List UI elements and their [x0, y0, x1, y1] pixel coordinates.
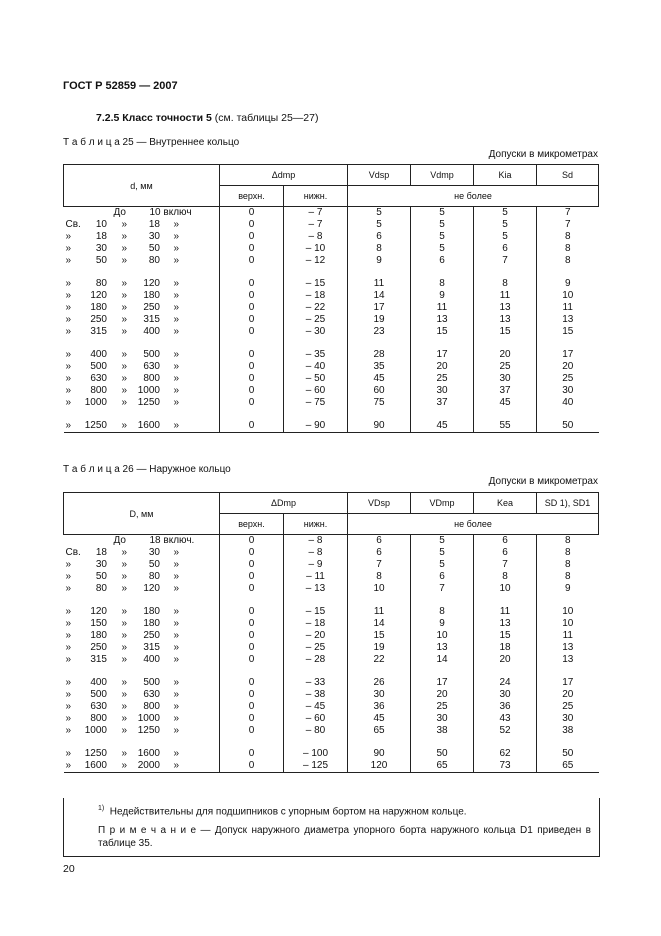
document-header: ГОСТ Р 52859 — 2007: [63, 80, 178, 92]
table-row: » 500 » 630 » 0 – 40 35 20 25 20: [64, 361, 599, 373]
table25-caption: Т а б л и ц а 25 — Внутреннее кольцо: [63, 137, 240, 148]
table-row: » 150 » 180 » 0 – 18 14 9 13 10: [64, 618, 599, 630]
table-row: Св. 10 » 18 » 0 – 7 5 5 5 7: [64, 219, 599, 231]
table-row: » 630 » 800 » 0 – 50 45 25 30 25: [64, 373, 599, 385]
table-row: Св. 18 » 30 » 0 – 8 6 5 6 8: [64, 547, 599, 559]
table-row: » 800 » 1000 » 0 – 60 45 30 43 30: [64, 713, 599, 725]
col-vdsp: Vdsp: [348, 165, 411, 186]
col-d: d, мм: [64, 165, 220, 207]
table-row: » 50 » 80 » 0 – 11 8 6 8 8: [64, 571, 599, 583]
table-row: » 1250 » 1600 » 0 – 90 90 45 55 50: [64, 420, 599, 433]
not-more: не более: [348, 186, 599, 207]
table-row: » 80 » 120 » 0 – 15 11 8 8 9: [64, 278, 599, 290]
sub-lower: нижн.: [284, 514, 348, 535]
table-row: » 180 » 250 » 0 – 22 17 11 13 11: [64, 302, 599, 314]
table-25: [63, 164, 599, 433]
col-sd: Sd: [537, 165, 599, 186]
table-row: » 1000 » 1250 » 0 – 80 65 38 52 38: [64, 725, 599, 737]
table-row: » 80 » 120 » 0 – 13 10 7 10 9: [64, 583, 599, 595]
col-vdmp: VDmp: [411, 493, 474, 514]
table-26: [63, 492, 599, 773]
table-row: » 630 » 800 » 0 – 45 36 25 36 25: [64, 701, 599, 713]
table26-footnotes: [63, 798, 600, 857]
col-delta: ΔDmp: [220, 493, 348, 514]
footnote-mark: 1): [98, 805, 105, 812]
col-vdsp: VDsp: [348, 493, 411, 514]
table-row: » 30 » 50 » 0 – 9 7 5 7 8: [64, 559, 599, 571]
table25-units: Допуски в микрометрах: [488, 149, 598, 160]
sub-lower: нижн.: [284, 186, 348, 207]
table-row: » 250 » 315 » 0 – 25 19 13 18 13: [64, 642, 599, 654]
table-row: » 18 » 30 » 0 – 8 6 5 5 8: [64, 231, 599, 243]
table-row: » 500 » 630 » 0 – 38 30 20 30 20: [64, 689, 599, 701]
table-row: До 18 включ. 0 – 8 6 5 6 8: [64, 535, 599, 548]
table-row: » 180 » 250 » 0 – 20 15 10 15 11: [64, 630, 599, 642]
page-number: 20: [63, 863, 75, 875]
table-row: » 800 » 1000 » 0 – 60 60 30 37 30: [64, 385, 599, 397]
not-more: не более: [348, 514, 599, 535]
sub-upper: верхн.: [220, 514, 284, 535]
col-d: D, мм: [64, 493, 220, 535]
col-kia: Kia: [474, 165, 537, 186]
note-text: — Допуск наружного диаметра упорного борта наружного кольца D1 приведен в таблице 35.: [98, 825, 591, 850]
table26-units: Допуски в микрометрах: [488, 476, 598, 487]
table26-caption: Т а б л и ц а 26 — Наружное кольцо: [63, 464, 231, 475]
sub-upper: верхн.: [220, 186, 284, 207]
col-vdmp: Vdmp: [411, 165, 474, 186]
table-row: » 1600 » 2000 » 0 – 125 120 65 73 65: [64, 760, 599, 773]
col-kea: Kea: [474, 493, 537, 514]
table-row: » 30 » 50 » 0 – 10 8 5 6 8: [64, 243, 599, 255]
table-row: » 120 » 180 » 0 – 15 11 8 11 10: [64, 606, 599, 618]
note-label: П р и м е ч а н и е: [98, 825, 197, 837]
table-row: » 400 » 500 » 0 – 35 28 17 20 17: [64, 349, 599, 361]
table-row: » 250 » 315 » 0 – 25 19 13 13 13: [64, 314, 599, 326]
table-row: До 10 включ 0 – 7 5 5 5 7: [64, 207, 599, 220]
table-row: » 1000 » 1250 » 0 – 75 75 37 45 40: [64, 397, 599, 409]
table-row: » 1250 » 1600 » 0 – 100 90 50 62 50: [64, 748, 599, 760]
table-row: » 400 » 500 » 0 – 33 26 17 24 17: [64, 677, 599, 689]
col-sd: SD 1), SD1: [537, 493, 599, 514]
table-row: » 50 » 80 » 0 – 12 9 6 7 8: [64, 255, 599, 267]
table-row: » 315 » 400 » 0 – 28 22 14 20 13: [64, 654, 599, 666]
table-row: » 120 » 180 » 0 – 18 14 9 11 10: [64, 290, 599, 302]
footnote-text: Недействительны для подшипников с упорным бортом на наружном кольце.: [109, 806, 467, 818]
col-delta: Δdmp: [220, 165, 348, 186]
table-row: » 315 » 400 » 0 – 30 23 15 15 15: [64, 326, 599, 338]
section-title: 7.2.5 Класс точности 5 (см. таблицы 25—27): [96, 112, 319, 124]
